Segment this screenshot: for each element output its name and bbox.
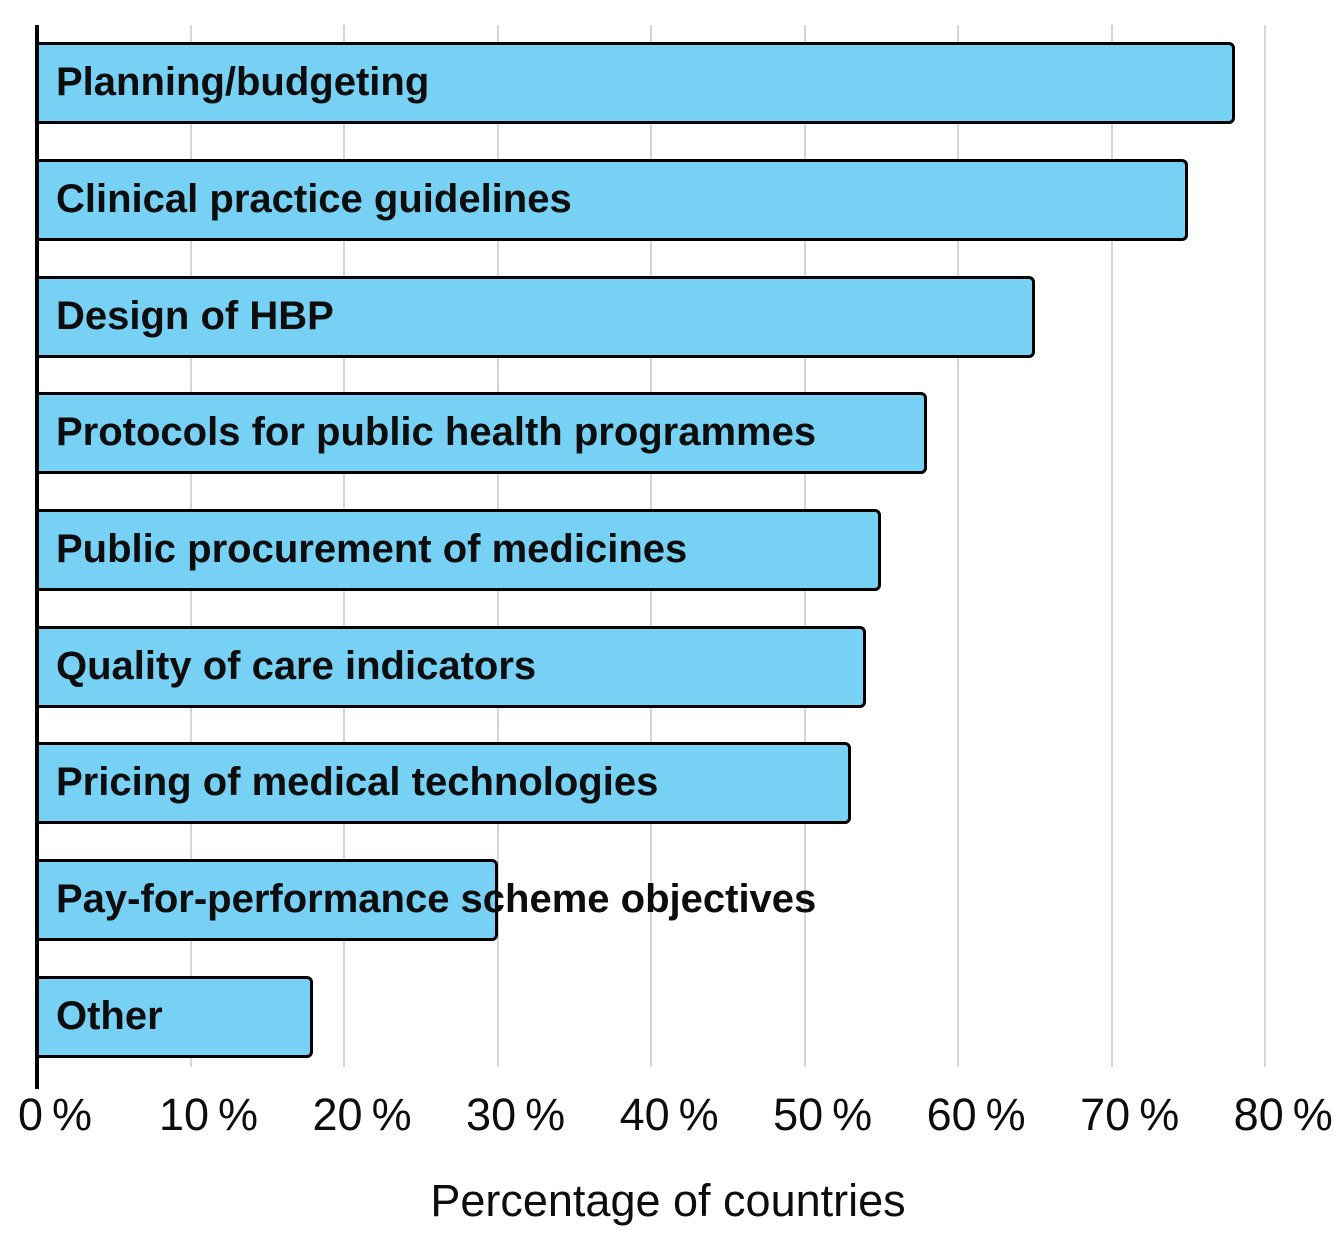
bar-label: Protocols for public health programmes [56, 410, 817, 455]
bar-label: Pay-for-performance scheme objectives [56, 877, 817, 922]
x-tick-label: 30 % [466, 1089, 566, 1140]
bar-row [37, 258, 1299, 375]
bar-row [37, 25, 1299, 142]
plot-area [37, 25, 1299, 1075]
x-tick-label: 20 % [312, 1089, 412, 1140]
bar-label: Other [56, 993, 163, 1038]
x-tick-label: 40 % [619, 1089, 719, 1140]
bar-row [37, 608, 1299, 725]
x-tick-label: 50 % [773, 1089, 873, 1140]
x-tick-label: 60 % [926, 1089, 1026, 1140]
bar-label: Design of HBP [56, 293, 334, 338]
bar-rows [37, 25, 1299, 1075]
bar-label: Pricing of medical technologies [56, 760, 659, 805]
bar-row [37, 725, 1299, 842]
bar-row [37, 142, 1299, 259]
x-tick-label: 0 % [17, 1089, 93, 1140]
bar-label: Planning/budgeting [56, 60, 430, 105]
bar-label: Quality of care indicators [56, 643, 537, 688]
bar-row [37, 958, 1299, 1075]
x-tick-label: 80 % [1233, 1089, 1333, 1140]
x-axis-tick-labels [17, 1089, 1333, 1144]
x-tick-label: 10 % [158, 1089, 259, 1140]
bar-label: Public procurement of medicines [56, 527, 688, 572]
bar-row [37, 492, 1299, 609]
bar-row [37, 375, 1299, 492]
bar-row [37, 842, 1299, 959]
y-axis-line [35, 25, 39, 1089]
x-tick-label: 70 % [1080, 1089, 1180, 1140]
x-axis-title: Percentage of countries [430, 1175, 906, 1226]
bar-label: Clinical practice guidelines [56, 177, 572, 222]
